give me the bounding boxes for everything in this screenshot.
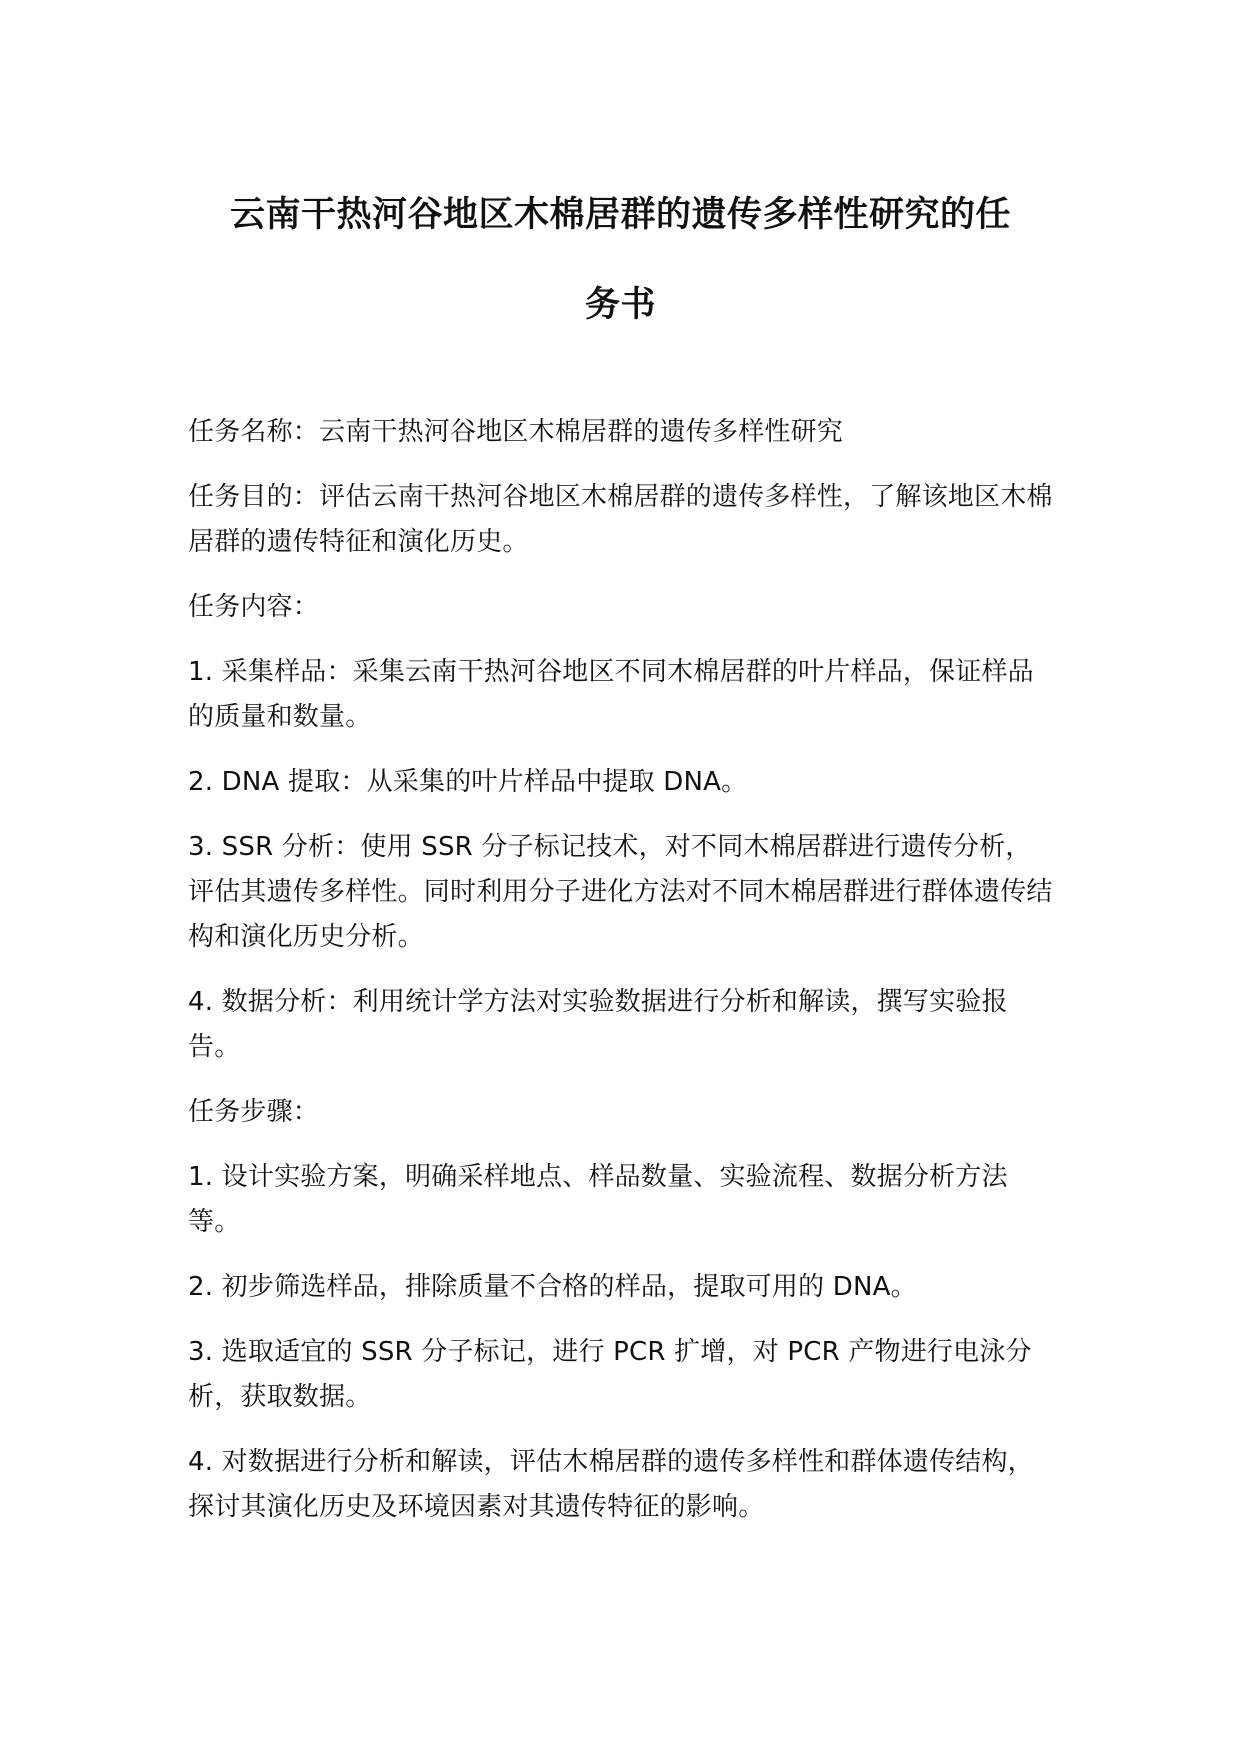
step-item-1: 1. 设计实验方案，明确采样地点、样品数量、实验流程、数据分析方法等。 [188, 1162, 1008, 1237]
content-item-4: 4. 数据分析：利用统计学方法对实验数据进行分析和解读，撰写实验报告。 [188, 987, 1008, 1062]
document-body [188, 410, 1053, 1530]
content-item-3: 3. SSR 分析：使用 SSR 分子标记技术，对不同木棉居群进行遗传分析，评估其遗传多样性。同时利用分子进化方法对不同木棉居群进行群体遗传结构和演化历史分析。 [188, 832, 1053, 952]
task-name-paragraph: 任务名称：云南干热河谷地区木棉居群的遗传多样性研究 [188, 417, 844, 447]
document-title [188, 170, 1053, 350]
content-item-2: 2. DNA 提取：从采集的叶片样品中提取 DNA。 [188, 767, 748, 797]
step-item-3: 3. 选取适宜的 SSR 分子标记，进行 PCR 扩增，对 PCR 产物进行电泳分析，获取数据。 [188, 1337, 1032, 1412]
document-title-line-2: 务书 [584, 285, 656, 325]
task-steps-heading: 任务步骤： [188, 1097, 320, 1127]
document-title-line-1: 云南干热河谷地区木棉居群的遗传多样性研究的任 [229, 195, 1011, 235]
step-item-2: 2. 初步筛选样品，排除质量不合格的样品，提取可用的 DNA。 [188, 1272, 917, 1302]
step-item-4: 4. 对数据进行分析和解读，评估木棉居群的遗传多样性和群体遗传结构，探讨其演化历史及环境因素对其遗传特征的影响。 [188, 1447, 1034, 1522]
task-purpose-paragraph: 任务目的：评估云南干热河谷地区木棉居群的遗传多样性，了解该地区木棉居群的遗传特征和演化历史。 [188, 482, 1053, 557]
task-content-heading: 任务内容： [188, 592, 320, 622]
content-item-1: 1. 采集样品：采集云南干热河谷地区不同木棉居群的叶片样品，保证样品的质量和数量。 [188, 657, 1034, 732]
